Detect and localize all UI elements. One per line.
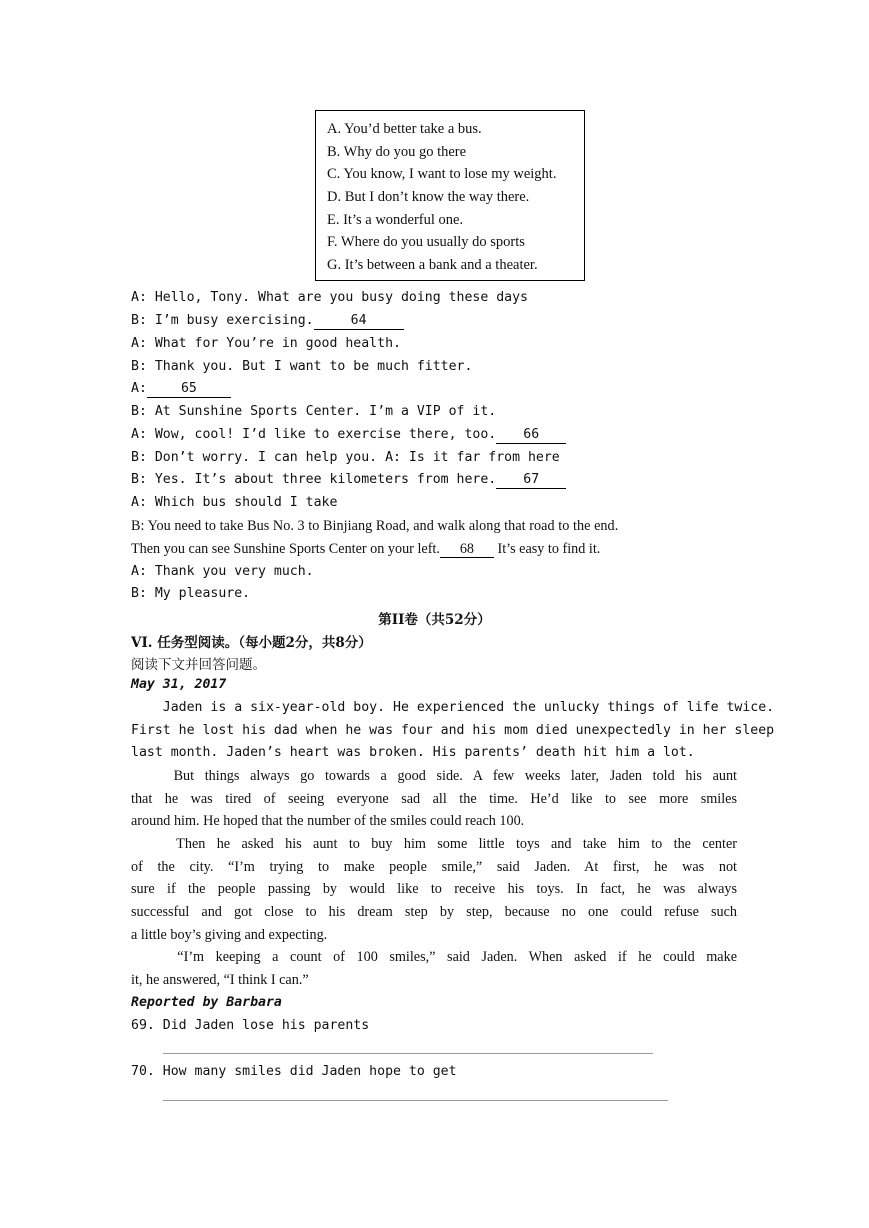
paragraph-line: around him. He hoped that the number of the smiles could reach 100. xyxy=(131,813,525,830)
paragraph-line: But things always go towards a good side. A few weeks later, Jaden told his aunt xyxy=(131,768,737,784)
part-title: 第II卷（共52分） xyxy=(378,612,491,628)
dialogue-line: A: Which bus should I take xyxy=(131,495,338,510)
option-e: E. It’s a wonderful one. xyxy=(327,211,464,228)
dialogue-text: B: I’m busy exercising. xyxy=(131,313,314,328)
dialogue-text: A: xyxy=(131,381,147,396)
paragraph-line: that he was tired of seeing everyone sad all the time. He’d like to see more smiles xyxy=(131,790,737,807)
option-d: D. But I don’t know the way there. xyxy=(327,189,530,206)
dialogue-line: B: My pleasure. xyxy=(131,586,251,601)
option-c: C. You know, I want to lose my weight. xyxy=(327,166,557,183)
article-byline: Reported by Barbara xyxy=(131,995,282,1010)
blank-67: 67 xyxy=(496,472,566,489)
option-b: B. Why do you go there xyxy=(327,143,467,160)
article-paragraph-4 xyxy=(131,946,737,991)
option-a: A. You’d better take a bus. xyxy=(327,121,482,137)
blank-68: 68 xyxy=(440,541,494,558)
dialogue-line: B: At Sunshine Sports Center. I’m a VIP of it. xyxy=(131,404,497,419)
option-f: F. Where do you usually do sports xyxy=(327,234,525,251)
section-instruction: 阅读下文并回答问题。 xyxy=(131,657,266,673)
blank-65: 65 xyxy=(147,381,231,398)
dialogue-line xyxy=(131,471,566,489)
blank-64: 64 xyxy=(314,313,404,330)
dialogue-line: B: Don’t worry. I can help you. A: Is it far from here xyxy=(131,450,560,465)
answer-line-70[interactable] xyxy=(163,1100,668,1101)
dialogue-text: Then you can see Sunshine Sports Center on your left. xyxy=(131,541,440,557)
paragraph-line: last month. Jaden’s heart was broken. His parents’ death hit him a lot. xyxy=(131,745,695,761)
dialogue-line: B: Thank you. But I want to be much fitter. xyxy=(131,359,473,374)
paragraph-line: Jaden is a six-year-old boy. He experienced the unlucky things of life twice. xyxy=(131,700,775,715)
paragraph-line: sure if the people passing by would like to receive his toys. In fact, he was always xyxy=(131,881,737,898)
paragraph-line: “I’m keeping a count of 100 smiles,” said Jaden. When asked if he could make xyxy=(131,949,737,965)
question-70: 70. How many smiles did Jaden hope to get xyxy=(131,1064,457,1079)
blank-66: 66 xyxy=(496,427,566,444)
paragraph-line: a little boy’s giving and expecting. xyxy=(131,926,328,943)
dialogue-line: A: Hello, Tony. What are you busy doing these days xyxy=(131,290,528,305)
options-box xyxy=(315,110,585,281)
dialogue-text: B: Yes. It’s about three kilometers from here. xyxy=(131,472,497,487)
article-paragraph-1 xyxy=(131,697,775,765)
dialogue-text: It’s easy to find it. xyxy=(493,541,601,557)
article-paragraph-3 xyxy=(131,833,737,946)
article-paragraph-2 xyxy=(131,765,737,833)
section-heading: VI. 任务型阅读。（每小题2分，共8分） xyxy=(131,635,372,651)
dialogue-line xyxy=(131,380,231,398)
dialogue-line: A: Thank you very much. xyxy=(131,564,314,579)
dialogue-line: A: What for You’re in good health. xyxy=(131,336,401,351)
dialogue-text: A: Wow, cool! I’d like to exercise there, too. xyxy=(131,427,497,442)
dialogue-line xyxy=(131,312,404,330)
dialogue-line xyxy=(131,540,600,558)
paragraph-line: of the city. “I’m trying to make people smile,” said Jaden. At first, he was not xyxy=(131,858,737,875)
article-date: May 31, 2017 xyxy=(131,677,227,692)
paragraph-line: Then he asked his aunt to buy him some little toys and take him to the center xyxy=(131,836,737,852)
paragraph-line: it, he answered, “I think I can.” xyxy=(131,971,309,988)
dialogue-line xyxy=(131,426,566,444)
dialogue-line: B: You need to take Bus No. 3 to Binjiang Road, and walk along that road to the end. xyxy=(131,518,619,534)
question-69: 69. Did Jaden lose his parents xyxy=(131,1018,370,1033)
paragraph-line: successful and got close to his dream step by step, because no one could refuse such xyxy=(131,904,737,921)
option-g: G. It’s between a bank and a theater. xyxy=(327,257,538,274)
paragraph-line: First he lost his dad when he was four and his mom died unexpectedly in her sleep xyxy=(131,722,775,738)
answer-line-69[interactable] xyxy=(163,1053,653,1054)
